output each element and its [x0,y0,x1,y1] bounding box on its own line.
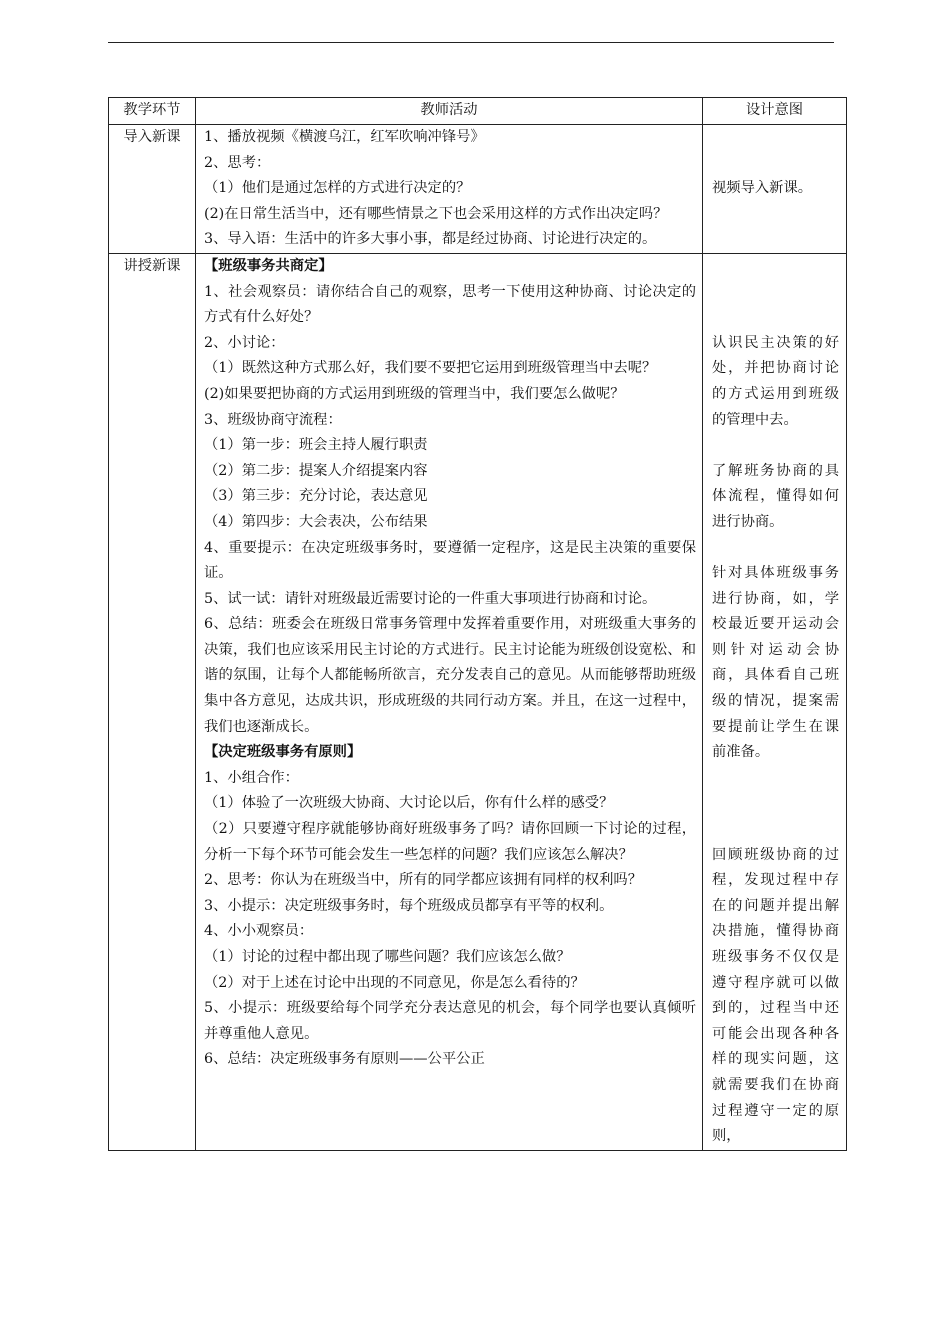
activity-line: 3、班级协商守流程： [204,411,342,428]
intent-cell [703,253,847,1150]
intent-text: 认识民主决策的好处，并把协商讨论的方式运用到班级的管理中去。 [712,334,839,428]
lesson-plan-table [108,97,847,1151]
activity-line: 3、导入语：生活中的许多大事小事，都是经过协商、讨论进行决定的。 [204,231,657,248]
activity-line: （3）第三步：充分讨论，表达意见 [204,488,428,505]
activity-line: （1）第一步：班会主持人履行职责 [204,437,428,454]
activity-line: （1）讨论的过程中都出现了哪些问题？我们应该怎么做？ [204,949,571,965]
activity-line: （4）第四步：大会表决，公布结果 [204,513,428,530]
intent-text: 针对具体班级事务进行协商，如，学校最近要开运动会则针对运动会协商，具体看自己班级的情况，提案需要提前让学生在课前准备。 [712,565,839,761]
table-row-teaching [109,253,847,1150]
intent-text: 回顾班级协商的过程，发现过程中存在的问题并提出解决措施，懂得协商班级事务不仅仅是遵守程序就可以做到的，过程当中还可能会出现各种各样的现实问题，这就需要我们在协商过程遵守一定的原则， [712,846,839,1145]
section-heading: 【班级事务共商定】 [204,257,333,274]
activity-line: 5、试一试：请针对班级最近需要讨论的一件重大事项进行协商和讨论。 [204,590,657,607]
activity-line: （2）只要遵守程序就能够协商好班级事务了吗？请你回顾一下讨论的过程，分析一下每个环节可能会发生一些怎样的问题？我们应该怎么解决？ [204,821,696,863]
section-heading: 【决定班级事务有原则】 [204,744,362,761]
intent-cell [703,125,847,254]
activity-line: （1）既然这种方式那么好，我们要不要把它运用到班级管理当中去呢？ [204,360,657,377]
activity-line: （2）第二步：提案人介绍提案内容 [204,462,428,479]
activities-cell [196,125,703,254]
intent-text: 了解班务协商的具体流程，懂得如何进行协商。 [712,462,839,530]
activity-line: （1）体验了一次班级大协商、大讨论以后，你有什么样的感受？ [204,795,614,812]
activity-line: (2)在日常生活当中，还有哪些情景之下也会采用这样的方式作出决定吗？ [204,205,668,222]
intent-text: 视频导入新课。 [712,180,813,197]
activity-line: 4、小小观察员： [204,923,314,940]
table-row-intro [109,125,847,254]
stage-cell: 讲授新课 [109,253,196,1150]
stage-cell: 导入新课 [109,125,196,254]
activity-line: 1、社会观察员：请你结合自己的观察，思考一下使用这种协商、讨论决定的方式有什么好处？ [204,283,696,326]
activity-line: 2、小讨论： [204,334,285,351]
activities-cell [196,253,703,1150]
activity-line: 2、思考：你认为在班级当中，所有的同学都应该拥有同样的权利吗？ [204,872,642,889]
activity-line: 6、总结：决定班级事务有原则——公平公正 [204,1051,485,1068]
activity-line: 2、思考： [204,154,271,171]
header-rule [108,42,834,43]
activity-line: 4、重要提示：在决定班级事务时，要遵循一定程序，这是民主决策的重要保证。 [204,539,696,582]
table-header-row [109,98,847,125]
activity-line: 6、总结：班委会在班级日常事务管理中发挥着重要作用，对班级重大事务的决策，我们也应该采用民主讨论的方式进行。民主讨论能为班级创设宽松、和谐的氛围，让每个人都能畅所欲言，充分发表自己的意见。从而能够帮助班级集中各方意见，达成共识，形成班级的共同行动方案。并且，在这一过程中，我们也逐渐成长。 [204,616,696,735]
activity-line: (2)如果要把协商的方式运用到班级的管理当中，我们要怎么做呢？ [204,385,625,402]
header-activities: 教师活动 [196,98,703,125]
activity-line: 3、小提示：决定班级事务时，每个班级成员都享有平等的权利。 [204,897,614,914]
activity-line: （2）对于上述在讨论中出现的不同意见，你是怎么看待的？ [204,974,585,991]
header-intent: 设计意图 [703,98,847,125]
activity-line: 1、播放视频《横渡乌江，红军吹响冲锋号》 [204,129,485,145]
activity-line: （1）他们是通过怎样的方式进行决定的？ [204,180,471,197]
activity-line: 1、小组合作： [204,769,299,786]
header-stage: 教学环节 [109,98,196,125]
activity-line: 5、小提示：班级要给每个同学充分表达意见的机会，每个同学也要认真倾听并尊重他人意见。 [204,1000,696,1042]
